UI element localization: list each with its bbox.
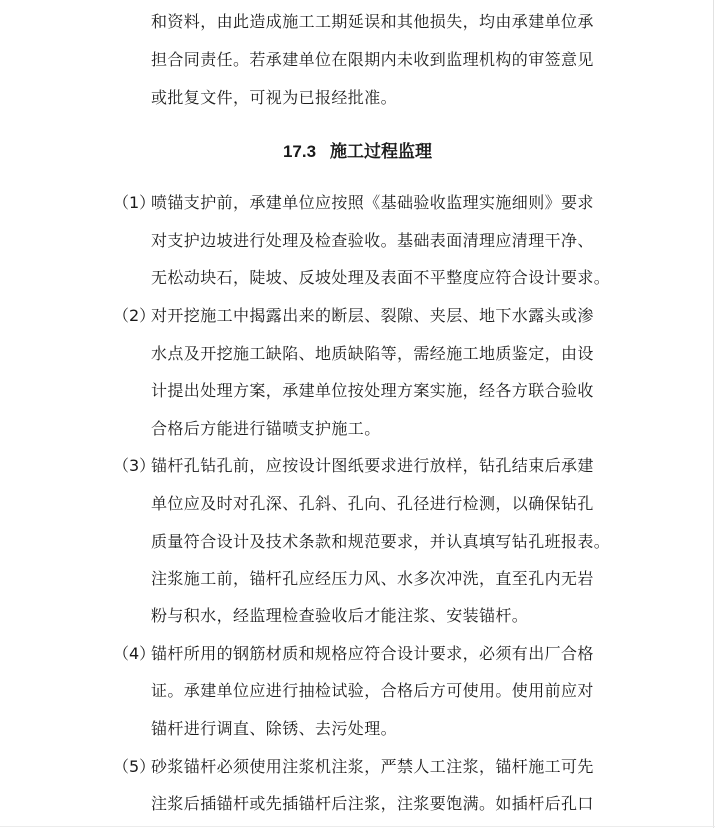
intro-line-1: 和资料，由此造成施工工期延误和其他损失，均由承建单位承 [151,12,594,31]
page-edge-bottom [0,826,715,827]
intro-line-2: 担合同责任。若承建单位在限期内未收到监理机构的审签意见 [151,50,594,69]
section-heading [0,141,715,163]
list-item-3-line-4: 注浆施工前，锚杆孔应经压力风、水多次冲洗，直至孔内无岩 [151,569,594,588]
page-edge-right [713,0,714,828]
list-item-4-line-3: 锚杆进行调直、除锈、去污处理。 [151,719,398,738]
list-item-4-marker: （4） [113,644,156,663]
list-item-1-line-2: 对支护边坡进行处理及检查验收。基础表面清理应清理干净、 [151,231,594,250]
section-number: 17.3 [282,142,317,161]
list-item-1-line-3: 无松动块石，陡坡、反坡处理及表面不平整度应符合设计要求。 [151,268,611,287]
list-item-2-line-1: 对开挖施工中揭露出来的断层、裂隙、夹层、地下水露头或渗 [151,306,594,325]
list-item-3-line-2: 单位应及时对孔深、孔斜、孔向、孔径进行检测，以确保钻孔 [151,494,594,513]
list-item-5-line-1: 砂浆锚杆必须使用注浆机注浆，严禁人工注浆，锚杆施工可先 [151,757,594,776]
section-title: 施工过程监理 [330,142,433,162]
list-item-4-line-1: 锚杆所用的钢筋材质和规格应符合设计要求，必须有出厂合格 [151,644,594,663]
list-item-2-line-4: 合格后方能进行锚喷支护施工。 [151,419,381,438]
list-item-3-marker: （3） [113,456,156,475]
list-item-5-marker: （5） [113,757,156,776]
list-item-1-marker: （1） [113,193,156,212]
intro-line-3: 或批复文件，可视为已报经批准。 [151,88,398,107]
list-item-3-line-5: 粉与积水，经监理检查验收后才能注浆、安装锚杆。 [151,606,529,625]
list-item-3-line-1: 锚杆孔钻孔前，应按设计图纸要求进行放样，钻孔结束后承建 [151,456,594,475]
list-item-5-line-2: 注浆后插锚杆或先插锚杆后注浆，注浆要饱满。如插杆后孔口 [151,794,594,813]
list-item-2-line-3: 计提出处理方案，承建单位按处理方案实施，经各方联合验收 [151,381,594,400]
list-item-2-marker: （2） [113,306,156,325]
list-item-3-line-3: 质量符合设计及技术条款和规范要求，并认真填写钻孔班报表。 [151,532,611,551]
list-item-1-line-1: 喷锚支护前，承建单位应按照《基础验收监理实施细则》要求 [151,193,594,212]
list-item-4-line-2: 证。承建单位应进行抽检试验，合格后方可使用。使用前应对 [151,681,594,700]
list-item-2-line-2: 水点及开挖施工缺陷、地质缺陷等，需经施工地质鉴定，由设 [151,344,594,363]
